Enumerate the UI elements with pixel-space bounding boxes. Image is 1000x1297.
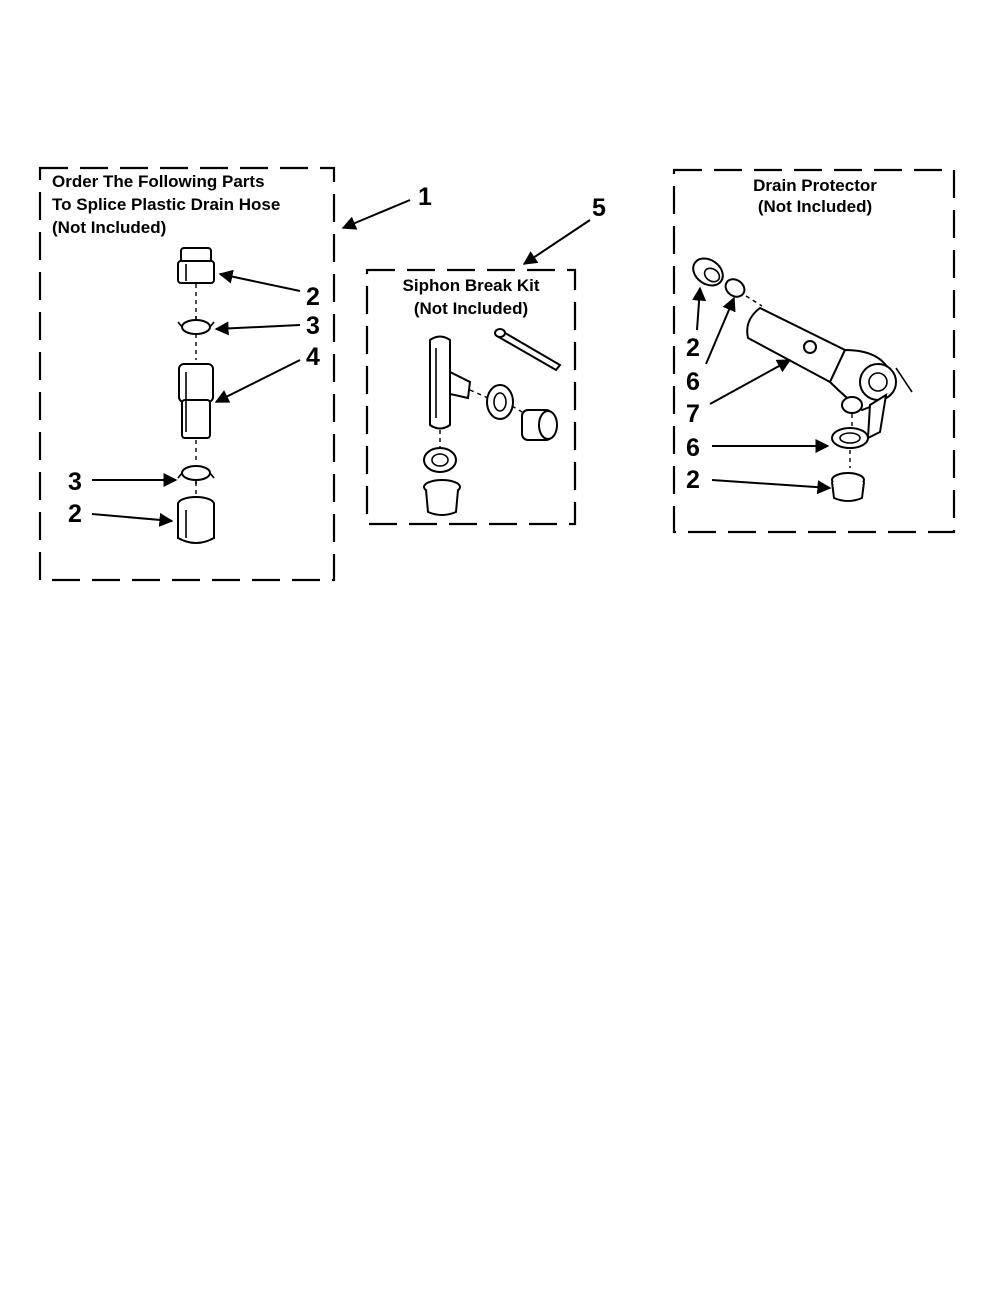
hose-coupling	[179, 364, 213, 438]
kit1-label-3-top: 3	[306, 312, 320, 340]
drain-protector-title-line1: Drain Protector	[753, 176, 877, 195]
kit1-title-line2: To Splice Plastic Drain Hose	[52, 195, 281, 214]
hose-adapter-top	[178, 248, 214, 283]
kit1-label-4: 4	[306, 343, 320, 371]
protector-label-2-bottom: 2	[686, 466, 700, 494]
kit5-title-line1: Siphon Break Kit	[402, 276, 540, 295]
protector-adapter-bottom	[832, 473, 864, 501]
drain-protector-kit	[674, 170, 954, 532]
protector-label-6-bottom: 6	[686, 434, 700, 462]
hose-clamp-top	[178, 316, 214, 334]
hose-clamp-bottom	[178, 466, 214, 484]
protector-washer-top	[722, 276, 748, 301]
kit1-callout-number: 1	[418, 183, 432, 211]
siphon-sleeve-right	[522, 410, 557, 440]
protector-adapter-top	[688, 253, 728, 291]
siphon-tee-pipe	[430, 337, 470, 429]
drain-hose-splice-kit	[40, 168, 432, 580]
siphon-pin	[495, 329, 560, 370]
kit5-callout-number: 5	[592, 194, 606, 222]
siphon-sleeve-bottom	[424, 480, 460, 515]
protector-label-7: 7	[686, 400, 700, 428]
drain-protector-title-line2: (Not Included)	[757, 197, 873, 216]
kit1-label-2-bottom: 2	[68, 500, 82, 528]
siphon-break-kit	[367, 194, 606, 524]
kit1-title-line3: (Not Included)	[52, 218, 167, 237]
protector-washer-bottom	[832, 428, 868, 448]
kit1-label-3-bottom: 3	[68, 468, 82, 496]
protector-label-6-top: 6	[686, 368, 700, 396]
kit5-callout-leader	[524, 220, 590, 264]
siphon-nut-bottom	[424, 448, 456, 472]
kit5-title-line2: (Not Included)	[413, 299, 529, 318]
drain-protector-body	[747, 308, 912, 438]
hose-adapter-bottom	[178, 497, 214, 543]
siphon-nut-right	[487, 385, 513, 419]
protector-label-2-top: 2	[686, 334, 700, 362]
kit1-callout-leader	[343, 200, 410, 228]
kit1-title-line1: Order The Following Parts	[52, 172, 265, 191]
kit1-label-2-top: 2	[306, 283, 320, 311]
